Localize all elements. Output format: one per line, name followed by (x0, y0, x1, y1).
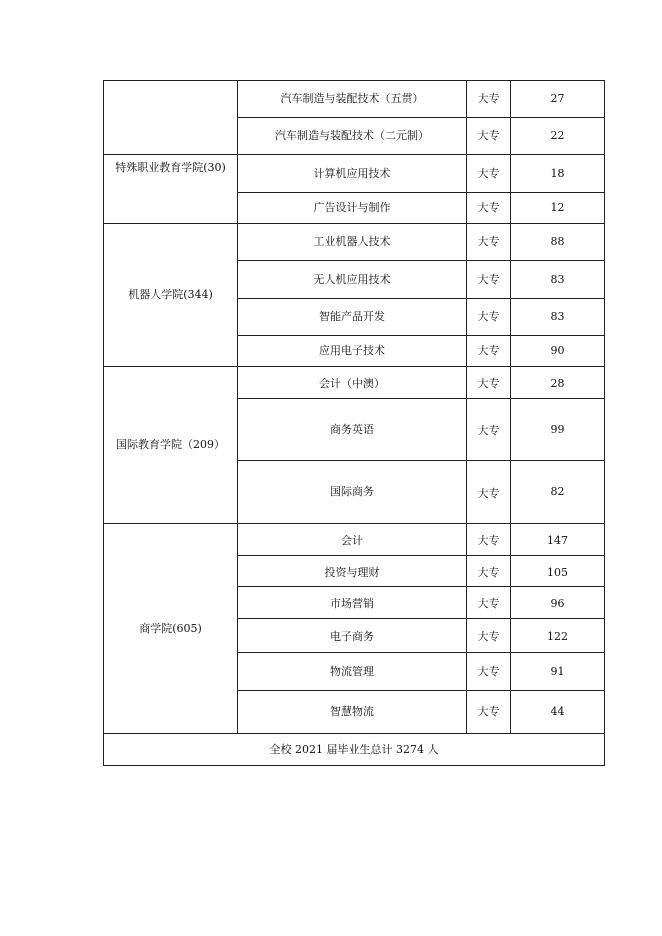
major-cell: 会计（中澳） (238, 367, 467, 399)
count-cell: 96 (511, 587, 605, 619)
college-cell: 特殊职业教育学院(30) (104, 155, 238, 224)
count-cell: 28 (511, 367, 605, 399)
major-cell: 会计 (238, 524, 467, 556)
major-cell: 工业机器人技术 (238, 224, 467, 261)
major-cell: 应用电子技术 (238, 336, 467, 367)
level-cell: 大专 (467, 399, 511, 461)
major-cell: 汽车制造与装配技术（五贯） (238, 81, 467, 118)
major-cell: 广告设计与制作 (238, 193, 467, 224)
major-cell: 电子商务 (238, 619, 467, 653)
count-cell: 90 (511, 336, 605, 367)
count-cell: 44 (511, 691, 605, 734)
major-cell: 计算机应用技术 (238, 155, 467, 193)
count-cell: 91 (511, 653, 605, 691)
level-cell: 大专 (467, 193, 511, 224)
count-cell: 82 (511, 461, 605, 524)
level-cell: 大专 (467, 524, 511, 556)
level-cell: 大专 (467, 299, 511, 336)
count-cell: 122 (511, 619, 605, 653)
level-cell: 大专 (467, 556, 511, 587)
count-cell: 22 (511, 118, 605, 155)
count-cell: 27 (511, 81, 605, 118)
count-cell: 83 (511, 299, 605, 336)
level-cell: 大专 (467, 653, 511, 691)
level-cell: 大专 (467, 155, 511, 193)
graduates-table (103, 80, 605, 766)
level-cell: 大专 (467, 336, 511, 367)
major-cell: 投资与理财 (238, 556, 467, 587)
major-cell: 智能产品开发 (238, 299, 467, 336)
level-cell: 大专 (467, 118, 511, 155)
college-cell: 国际教育学院（209） (104, 367, 238, 524)
level-cell: 大专 (467, 461, 511, 524)
count-cell: 88 (511, 224, 605, 261)
major-cell: 国际商务 (238, 461, 467, 524)
level-cell: 大专 (467, 224, 511, 261)
level-cell: 大专 (467, 367, 511, 399)
level-cell: 大专 (467, 587, 511, 619)
table-row (104, 224, 605, 261)
major-cell: 无人机应用技术 (238, 261, 467, 299)
major-cell: 市场营销 (238, 587, 467, 619)
major-cell: 汽车制造与装配技术（二元制） (238, 118, 467, 155)
count-cell: 99 (511, 399, 605, 461)
major-cell: 商务英语 (238, 399, 467, 461)
table-row (104, 367, 605, 399)
college-cell: 商学院(605) (104, 524, 238, 734)
table-row (104, 524, 605, 556)
total-row (104, 734, 605, 766)
count-cell: 105 (511, 556, 605, 587)
level-cell: 大专 (467, 261, 511, 299)
count-cell: 18 (511, 155, 605, 193)
total-summary: 全校 2021 届毕业生总计 3274 人 (104, 734, 605, 766)
table-row (104, 155, 605, 193)
count-cell: 147 (511, 524, 605, 556)
level-cell: 大专 (467, 619, 511, 653)
major-cell: 物流管理 (238, 653, 467, 691)
count-cell: 12 (511, 193, 605, 224)
count-cell: 83 (511, 261, 605, 299)
major-cell: 智慧物流 (238, 691, 467, 734)
level-cell: 大专 (467, 691, 511, 734)
college-cell (104, 81, 238, 155)
table-row (104, 81, 605, 118)
college-cell: 机器人学院(344) (104, 224, 238, 367)
level-cell: 大专 (467, 81, 511, 118)
